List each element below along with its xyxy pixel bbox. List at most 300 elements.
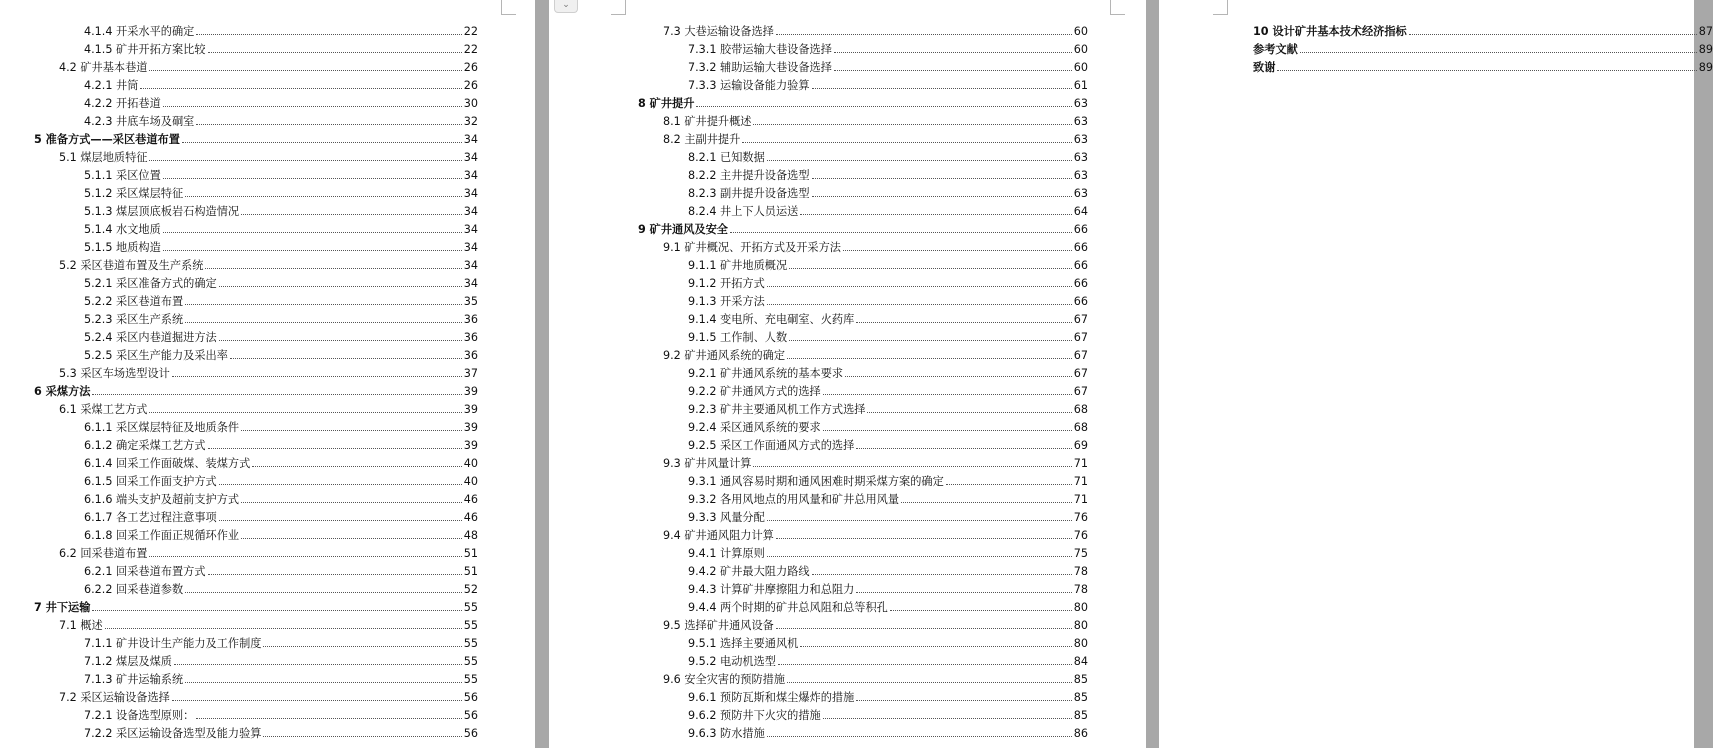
toc-leader-dots [812,88,1072,89]
toc-entry[interactable] [34,401,478,419]
toc-entry[interactable] [34,383,478,401]
toc-entry-page-number: 66 [1073,223,1088,236]
toc-entry-title: 4.1.5 矿井开拓方案比较 [84,43,206,56]
toc-entry-page-number: 37 [463,367,478,380]
toc-entry-title: 8 矿井提升 [638,97,695,110]
toc-entry[interactable] [638,95,1088,113]
toc-entry-page-number: 32 [463,115,478,128]
toc-entry-title: 6.2.1 回采巷道布置方式 [84,565,206,578]
toc-entry-title: 9.3.1 通风容易时期和通风困难时期采煤方案的确定 [688,475,944,488]
toc-entry[interactable] [34,473,478,491]
toc-entry-page-number: 66 [1073,277,1088,290]
toc-leader-dots [856,700,1071,701]
chevron-down-icon: ⌄ [562,0,570,10]
toc-leader-dots [149,160,461,161]
toc-entry[interactable] [638,131,1088,149]
toc-leader-dots [753,124,1071,125]
toc-entry-title: 8.2.3 副井提升设备选型 [688,187,810,200]
toc-entry[interactable] [638,275,1088,293]
toc-entry-title: 7 井下运输 [34,601,91,614]
toc-entry[interactable] [34,437,478,455]
toc-leader-dots [787,682,1072,683]
toc-leader-dots [812,178,1072,179]
toc-entry-page-number: 63 [1073,187,1088,200]
toc-entry[interactable] [34,725,478,743]
toc-entry-page-number: 55 [463,619,478,632]
toc-entry-page-number: 22 [463,43,478,56]
toc-entry-title: 8.1 矿井提升概述 [663,115,752,128]
toc-entry-page-number: 34 [463,151,478,164]
toc-entry[interactable] [638,401,1088,419]
toc-entry-title: 9.5 选择矿井通风设备 [663,619,774,632]
toc-entry-title: 7.1.3 矿井运输系统 [84,673,184,686]
toc-entry[interactable] [34,563,478,581]
toc-entry[interactable] [638,113,1088,131]
toc-entry-page-number: 56 [463,691,478,704]
toc-entry-page-number: 26 [463,79,478,92]
toc-leader-dots [1300,52,1697,53]
toc-entry-title: 4.2 矿井基本巷道 [59,61,148,74]
toc-leader-dots [787,358,1072,359]
toc-entry-page-number: 34 [463,277,478,290]
toc-entry-page-number: 34 [463,187,478,200]
toc-entry-title: 9.1.2 开拓方式 [688,277,765,290]
toc-entry[interactable] [638,419,1088,437]
toc-entry-page-number: 86 [1073,727,1088,740]
toc-entry[interactable] [34,41,478,59]
toc-entry-title: 9.3.2 各用风地点的用风量和矿井总用风量 [688,493,900,506]
toc-leader-dots [172,700,462,701]
toc-entry-title: 5.2.3 采区生产系统 [84,313,184,326]
toc-entry-title: 9.2.1 矿井通风系统的基本要求 [688,367,844,380]
toc-leader-dots [778,664,1072,665]
toc-leader-dots [767,520,1072,521]
toc-entry-title: 5.1.3 煤层顶底板岩石构造情况 [84,205,240,218]
toc-entry-title: 5.1.4 水文地质 [84,223,161,236]
toc-entry-title: 4.2.2 开拓巷道 [84,97,161,110]
toc-entry-page-number: 63 [1073,151,1088,164]
toc-entry[interactable] [34,239,478,257]
toc-leader-dots [230,358,462,359]
toc-entry-page-number: 61 [1073,79,1088,92]
toc-leader-dots [823,394,1072,395]
toc-entry[interactable] [638,707,1088,725]
toc-entry-title: 7.2.1 设备选型原则： [84,709,195,722]
toc-entry-page-number: 55 [463,655,478,668]
toc-leader-dots [946,484,1072,485]
toc-entry[interactable] [1253,41,1713,59]
toc-leader-dots [185,304,462,305]
toc-leader-dots [208,574,462,575]
toc-entry[interactable] [638,653,1088,671]
toc-entry-page-number: 30 [463,97,478,110]
toc-entry-page-number: 60 [1073,43,1088,56]
toc-entry-page-number: 40 [463,475,478,488]
toc-entry-page-number: 63 [1073,97,1088,110]
toc-leader-dots [776,34,1072,35]
toc-entry[interactable] [638,437,1088,455]
toc-entry-title: 9.2.4 采区通风系统的要求 [688,421,821,434]
toc-entry-title: 9 矿井通风及安全 [638,223,728,236]
toc-entry-page-number: 84 [1073,655,1088,668]
toc-entry-title: 7.1.2 煤层及煤质 [84,655,172,668]
toc-entry-title: 5.2.1 采区准备方式的确定 [84,277,217,290]
toc-entry-title: 5.2.5 采区生产能力及采出率 [84,349,228,362]
toc-leader-dots [834,52,1072,53]
toc-entry-page-number: 71 [1073,493,1088,506]
toc-entry[interactable] [638,617,1088,635]
toc-entry-page-number: 87 [1698,25,1713,38]
toc-entry-page-number: 67 [1073,385,1088,398]
toc-entry-page-number: 34 [463,169,478,182]
page-corner-mark [1110,0,1125,15]
toc-entry-page-number: 34 [463,133,478,146]
toc-entry-page-number: 68 [1073,421,1088,434]
toc-entry[interactable] [638,599,1088,617]
toc-entry-page-number: 63 [1073,115,1088,128]
toc-entry-title: 7.3 大巷运输设备选择 [663,25,774,38]
toc-leader-dots [856,592,1071,593]
toc-entry-page-number: 36 [463,349,478,362]
toc-entry[interactable] [34,455,478,473]
toc-entry-title: 5.2.4 采区内巷道掘进方法 [84,331,217,344]
toc-entry-page-number: 39 [463,385,478,398]
toc-entry-page-number: 51 [463,565,478,578]
toc-entry[interactable] [638,509,1088,527]
toc-entry-page-number: 60 [1073,61,1088,74]
toc-entry-page-number: 26 [463,61,478,74]
toc-entry[interactable] [34,509,478,527]
document-page-2 [549,0,1146,748]
toc-entry-page-number: 66 [1073,259,1088,272]
toc-entry-page-number: 67 [1073,349,1088,362]
toc-leader-dots [185,196,462,197]
toc-list [34,23,478,743]
toc-entry[interactable] [638,185,1088,203]
toc-entry[interactable] [638,293,1088,311]
toc-entry[interactable] [34,203,478,221]
toc-entry[interactable] [638,257,1088,275]
toc-entry[interactable] [638,365,1088,383]
toc-entry[interactable] [34,131,478,149]
toc-entry-title: 7.3.2 辅助运输大巷设备选择 [688,61,832,74]
toc-entry[interactable] [34,707,478,725]
toc-entry[interactable] [34,149,478,167]
toc-entry-page-number: 22 [463,25,478,38]
toc-entry-page-number: 46 [463,511,478,524]
toc-entry-page-number: 85 [1073,709,1088,722]
toc-leader-dots [185,322,462,323]
toc-leader-dots [140,88,461,89]
toc-entry-title: 9.1 矿井概况、开拓方式及开采方法 [663,241,841,254]
toc-entry[interactable] [34,599,478,617]
toc-entry-title: 8.2.1 已知数据 [688,151,765,164]
toc-entry-title: 6.2 回采巷道布置 [59,547,148,560]
toc-leader-dots [208,52,462,53]
toc-entry[interactable] [1253,23,1713,41]
toc-entry[interactable] [34,581,478,599]
toc-leader-dots [205,268,461,269]
toc-leader-dots [1277,70,1696,71]
toc-entry-title: 9.4.3 计算矿井摩擦阻力和总阻力 [688,583,855,596]
toc-entry[interactable] [34,329,478,347]
toc-entry-page-number: 55 [463,637,478,650]
toc-leader-dots [263,646,461,647]
toc-entry-page-number: 39 [463,403,478,416]
toc-leader-dots [219,286,462,287]
toc-entry[interactable] [638,635,1088,653]
toc-entry[interactable] [34,419,478,437]
toc-entry[interactable] [34,167,478,185]
toc-leader-dots [800,214,1071,215]
toc-entry-page-number: 66 [1073,241,1088,254]
toc-entry-title: 9.6.1 预防瓦斯和煤尘爆炸的措施 [688,691,855,704]
toc-leader-dots [241,538,462,539]
toc-entry-title: 6.1.1 采区煤层特征及地质条件 [84,421,240,434]
toc-entry[interactable] [34,671,478,689]
toc-entry[interactable] [34,113,478,131]
toc-entry-title: 6.1.8 回采工作面正规循环作业 [84,529,240,542]
toc-entry-page-number: 34 [463,241,478,254]
toc-entry-title: 参考文献 [1253,43,1298,56]
toc-entry[interactable] [1253,59,1713,77]
toc-entry-title: 9.4.1 计算原则 [688,547,765,560]
toc-entry-page-number: 56 [463,727,478,740]
toc-list [638,23,1088,743]
toc-entry-page-number: 85 [1073,673,1088,686]
toc-entry[interactable] [34,689,478,707]
toc-entry[interactable] [638,527,1088,545]
toc-entry[interactable] [34,77,478,95]
toc-entry-page-number: 76 [1073,511,1088,524]
toc-entry-title: 6.1 采煤工艺方式 [59,403,148,416]
document-page-3 [1159,0,1713,748]
toc-leader-dots [196,124,461,125]
toc-leader-dots [219,484,462,485]
toc-leader-dots [92,394,461,395]
toc-leader-dots [185,682,462,683]
toc-entry[interactable] [34,617,478,635]
toc-leader-dots [185,592,462,593]
toc-leader-dots [767,286,1072,287]
toc-entry[interactable] [34,347,478,365]
toc-leader-dots [767,304,1072,305]
toc-leader-dots [890,610,1072,611]
toc-entry[interactable] [638,671,1088,689]
toc-entry-page-number: 46 [463,493,478,506]
toc-entry[interactable] [638,455,1088,473]
toc-entry-title: 9.1.1 矿井地质概况 [688,259,788,272]
toc-entry[interactable] [34,95,478,113]
toc-entry-title: 5.1 煤层地质特征 [59,151,148,164]
toc-entry[interactable] [34,311,478,329]
toc-entry-page-number: 39 [463,421,478,434]
toc-entry[interactable] [638,77,1088,95]
toc-entry[interactable] [638,23,1088,41]
toc-entry[interactable] [638,329,1088,347]
toc-entry[interactable] [638,347,1088,365]
toc-entry-title: 4.1.4 开采水平的确定 [84,25,195,38]
toc-entry[interactable] [638,383,1088,401]
toc-entry[interactable] [638,311,1088,329]
toc-entry-title: 9.2.5 采区工作面通风方式的选择 [688,439,855,452]
toc-entry-title: 9.4 矿井通风阻力计算 [663,529,774,542]
toc-entry-page-number: 60 [1073,25,1088,38]
toc-leader-dots [767,736,1072,737]
toc-list [1253,23,1713,77]
toc-leader-dots [856,322,1071,323]
toc-entry-page-number: 55 [463,601,478,614]
toc-entry-title: 9.3.3 风量分配 [688,511,765,524]
toc-entry[interactable] [638,725,1088,743]
toc-leader-dots [92,610,461,611]
toc-entry[interactable] [34,185,478,203]
toc-entry-title: 8.2.2 主井提升设备选型 [688,169,810,182]
toc-entry-title: 9.1.4 变电所、充电硐室、火药库 [688,313,855,326]
toc-entry-page-number: 52 [463,583,478,596]
toc-entry-title: 6.1.7 各工艺过程注意事项 [84,511,217,524]
toc-entry-title: 9.6 安全灾害的预防措施 [663,673,786,686]
toc-entry-title: 7.3.3 运输设备能力验算 [688,79,810,92]
toc-leader-dots [163,178,462,179]
toc-entry-title: 7.3.1 胶带运输大巷设备选择 [688,43,832,56]
toc-leader-dots [149,412,461,413]
toc-leader-dots [753,466,1071,467]
toc-entry[interactable] [34,275,478,293]
toc-leader-dots [789,340,1072,341]
toc-entry-title: 9.3 矿井风量计算 [663,457,752,470]
toc-leader-dots [901,502,1072,503]
toc-entry-page-number: 85 [1073,691,1088,704]
toc-entry-title: 5.1.5 地质构造 [84,241,161,254]
toc-leader-dots [196,718,461,719]
toc-entry[interactable] [638,473,1088,491]
toc-leader-dots [174,664,462,665]
toc-leader-dots [196,34,461,35]
toc-entry-title: 5.2.2 采区巷道布置 [84,295,184,308]
toc-entry[interactable] [638,239,1088,257]
toc-entry-title: 10 设计矿井基本技术经济指标 [1253,25,1407,38]
toc-leader-dots [696,106,1071,107]
toc-entry-page-number: 40 [463,457,478,470]
toc-entry[interactable] [638,203,1088,221]
toc-entry[interactable] [34,221,478,239]
toc-entry-title: 8.2.4 井上下人员运送 [688,205,799,218]
toc-entry-page-number: 89 [1698,61,1713,74]
toc-entry[interactable] [34,23,478,41]
toc-leader-dots [767,556,1072,557]
toc-entry[interactable] [34,653,478,671]
toc-leader-dots [776,628,1072,629]
toc-entry-title: 6.1.5 回采工作面支护方式 [84,475,217,488]
toc-entry-title: 6.1.4 回采工作面破煤、装煤方式 [84,457,251,470]
toc-entry[interactable] [638,545,1088,563]
toc-entry-page-number: 36 [463,313,478,326]
toc-leader-dots [843,250,1072,251]
toc-leader-dots [241,430,462,431]
toc-entry-page-number: 69 [1073,439,1088,452]
toc-entry[interactable] [638,689,1088,707]
toc-leader-dots [263,736,461,737]
toc-entry-page-number: 34 [463,223,478,236]
toc-entry[interactable] [34,59,478,77]
toc-entry[interactable] [34,527,478,545]
toc-entry-title: 6.2.2 回采巷道参数 [84,583,184,596]
toc-leader-dots [823,430,1072,431]
toc-entry[interactable] [638,167,1088,185]
toc-leader-dots [241,214,462,215]
toc-leader-dots [219,340,462,341]
toc-entry-title: 9.2 矿井通风系统的确定 [663,349,786,362]
toc-entry[interactable] [34,365,478,383]
toc-entry[interactable] [638,581,1088,599]
toc-entry-title: 9.5.2 电动机选型 [688,655,776,668]
toc-entry-title: 9.2.2 矿井通风方式的选择 [688,385,821,398]
toc-entry[interactable] [34,545,478,563]
toc-entry-page-number: 56 [463,709,478,722]
toc-entry[interactable] [34,491,478,509]
toc-entry[interactable] [638,41,1088,59]
collapse-header-button[interactable] [554,0,578,13]
toc-entry-title: 6.1.2 确定采煤工艺方式 [84,439,206,452]
toc-leader-dots [163,106,462,107]
toc-leader-dots [182,142,462,143]
toc-entry[interactable] [638,149,1088,167]
toc-entry[interactable] [638,491,1088,509]
toc-leader-dots [1409,34,1697,35]
page-corner-mark [501,0,516,15]
toc-entry-title: 9.1.3 开采方法 [688,295,765,308]
toc-entry-page-number: 48 [463,529,478,542]
toc-entry-title: 7.2 采区运输设备选择 [59,691,170,704]
toc-leader-dots [149,70,461,71]
toc-entry-page-number: 67 [1073,367,1088,380]
toc-entry[interactable] [638,221,1088,239]
toc-entry-page-number: 51 [463,547,478,560]
toc-entry-page-number: 66 [1073,295,1088,308]
toc-entry-page-number: 68 [1073,403,1088,416]
toc-entry[interactable] [34,257,478,275]
toc-leader-dots [867,412,1071,413]
toc-leader-dots [172,376,462,377]
toc-entry-title: 8.2 主副井提升 [663,133,741,146]
toc-leader-dots [742,142,1071,143]
toc-entry-page-number: 71 [1073,475,1088,488]
toc-entry-page-number: 80 [1073,619,1088,632]
toc-entry[interactable] [34,293,478,311]
toc-entry-page-number: 34 [463,205,478,218]
document-page-1 [0,0,535,748]
toc-leader-dots [105,628,462,629]
toc-leader-dots [730,232,1072,233]
toc-leader-dots [845,376,1072,377]
toc-entry[interactable] [34,635,478,653]
toc-leader-dots [812,196,1072,197]
toc-entry-title: 致谢 [1253,61,1276,74]
toc-entry-title: 9.4.2 矿井最大阻力路线 [688,565,810,578]
toc-entry-title: 5.1.1 采区位置 [84,169,161,182]
toc-entry-title: 7.1 概述 [59,619,103,632]
page-corner-mark [611,0,626,15]
toc-entry-page-number: 76 [1073,529,1088,542]
toc-entry-title: 9.2.3 矿井主要通风机工作方式选择 [688,403,866,416]
toc-entry-page-number: 63 [1073,133,1088,146]
toc-entry-page-number: 80 [1073,601,1088,614]
toc-entry[interactable] [638,59,1088,77]
toc-entry[interactable] [638,563,1088,581]
toc-entry-page-number: 64 [1073,205,1088,218]
toc-entry-title: 6 采煤方法 [34,385,91,398]
